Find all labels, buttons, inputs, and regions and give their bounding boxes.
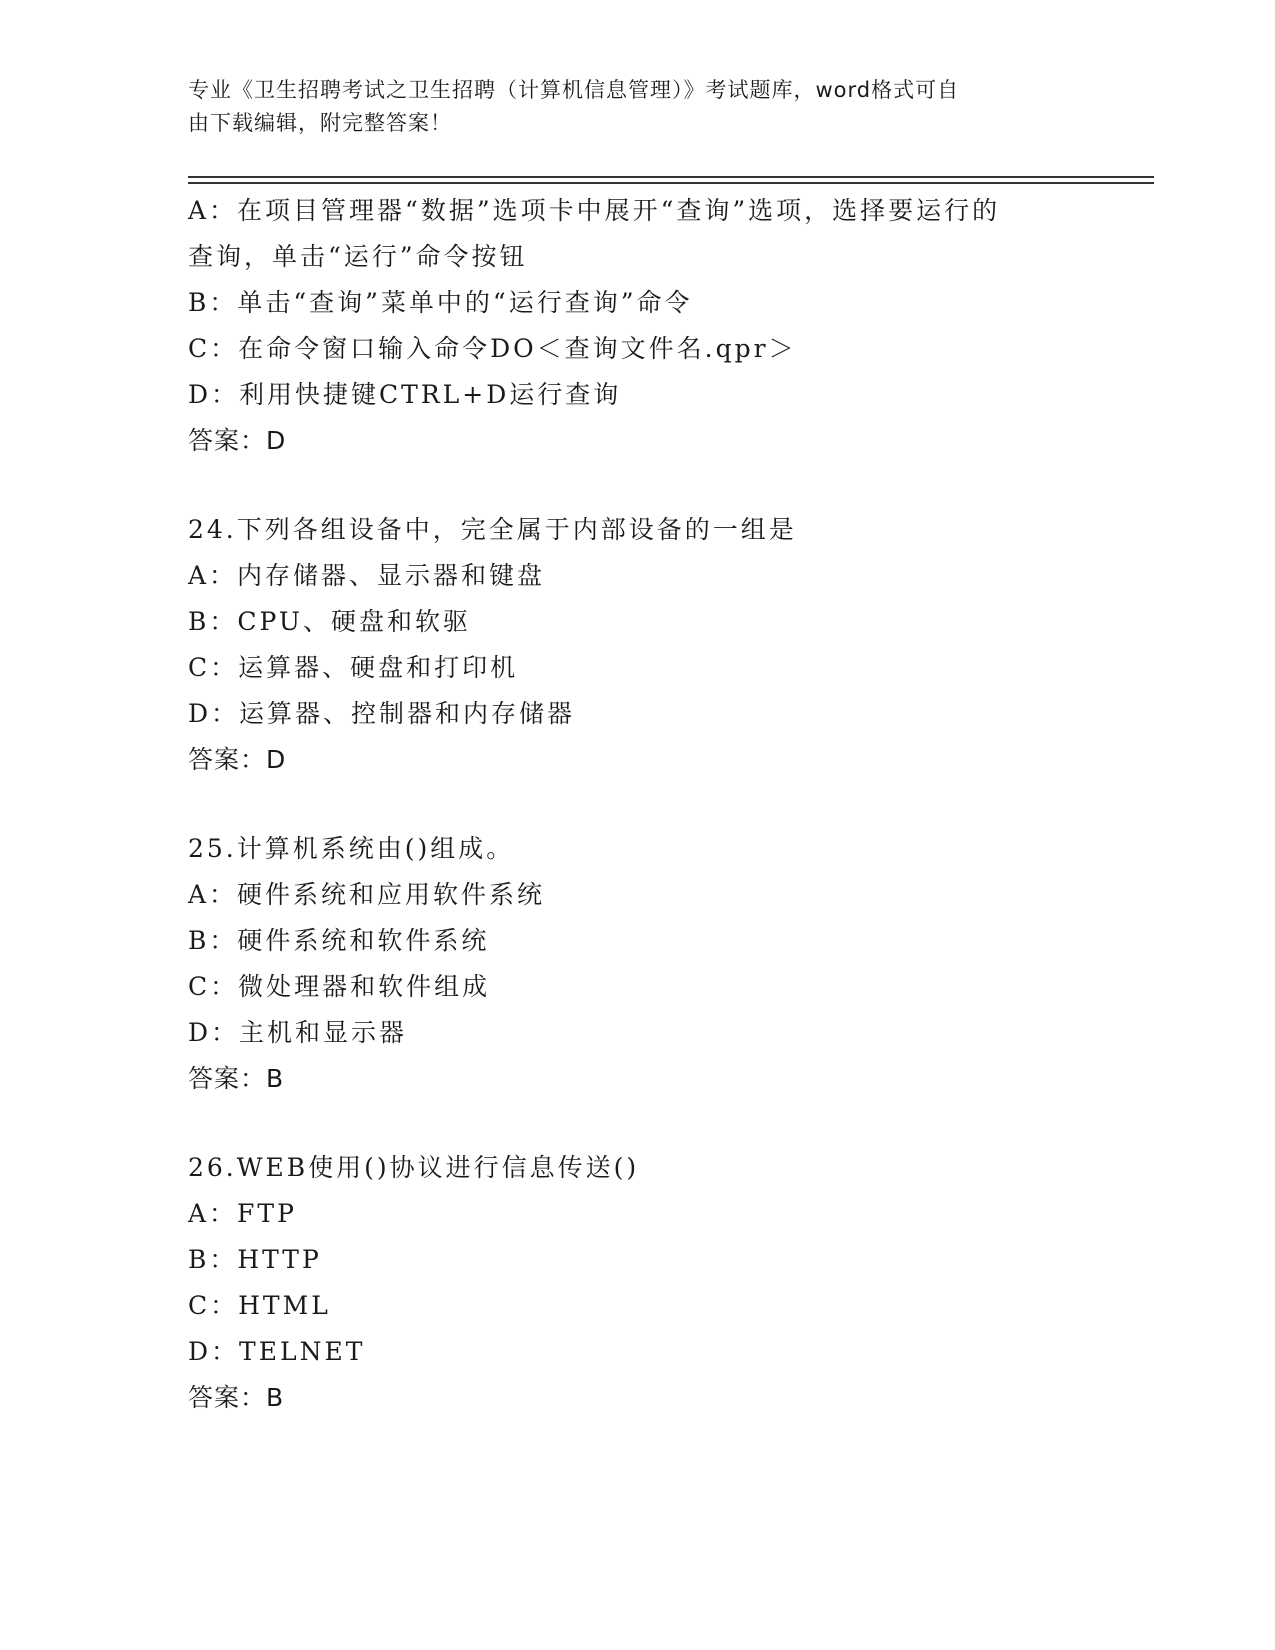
document-header bbox=[188, 74, 1088, 140]
option-a: A：硬件系统和应用软件系统 bbox=[188, 880, 546, 909]
option-d: D：主机和显示器 bbox=[188, 1018, 408, 1047]
question-text: 26.WEB使用()协议进行信息传送() bbox=[188, 1153, 640, 1182]
question-26 bbox=[188, 1145, 1088, 1421]
option-a: A：FTP bbox=[188, 1199, 297, 1228]
option-c: C：在命令窗口输入命令DO＜查询文件名.qpr＞ bbox=[188, 334, 797, 363]
option-c: C：微处理器和软件组成 bbox=[188, 972, 491, 1001]
header-line-2: 由下载编辑，附完整答案！ bbox=[188, 111, 452, 135]
option-d: D：运算器、控制器和内存储器 bbox=[188, 699, 576, 728]
question-list bbox=[188, 188, 1088, 1421]
option-b: B：HTTP bbox=[188, 1245, 322, 1274]
question-text: 25.计算机系统由()组成。 bbox=[188, 834, 515, 863]
answer: 答案：D bbox=[188, 426, 287, 455]
option-b: B：硬件系统和软件系统 bbox=[188, 926, 490, 955]
option-c: C：HTML bbox=[188, 1291, 331, 1320]
option-b: B：单击“查询”菜单中的“运行查询”命令 bbox=[188, 288, 693, 317]
header-divider-top bbox=[188, 176, 1154, 178]
option-b: B：CPU、硬盘和软驱 bbox=[188, 607, 471, 636]
option-a-line-2: 查询，单击“运行”命令按钮 bbox=[188, 242, 528, 271]
spacer bbox=[188, 464, 1088, 507]
header-divider-bottom bbox=[188, 182, 1154, 184]
question-text: 24.下列各组设备中，完全属于内部设备的一组是 bbox=[188, 515, 797, 544]
option-a-line-1: A：在项目管理器“数据”选项卡中展开“查询”选项，选择要运行的 bbox=[188, 196, 1001, 225]
answer: 答案：D bbox=[188, 745, 287, 774]
spacer bbox=[188, 1102, 1088, 1145]
answer: 答案：B bbox=[188, 1383, 285, 1412]
header-line-1: 专业《卫生招聘考试之卫生招聘（计算机信息管理）》考试题库，word格式可自 bbox=[188, 78, 960, 102]
question-24 bbox=[188, 507, 1088, 783]
option-d: D：TELNET bbox=[188, 1337, 366, 1366]
option-d: D：利用快捷键CTRL+D运行查询 bbox=[188, 380, 622, 409]
answer: 答案：B bbox=[188, 1064, 285, 1093]
option-a: A：内存储器、显示器和键盘 bbox=[188, 561, 546, 590]
question-23 bbox=[188, 188, 1088, 464]
spacer bbox=[188, 783, 1088, 826]
option-c: C：运算器、硬盘和打印机 bbox=[188, 653, 519, 682]
question-25 bbox=[188, 826, 1088, 1102]
